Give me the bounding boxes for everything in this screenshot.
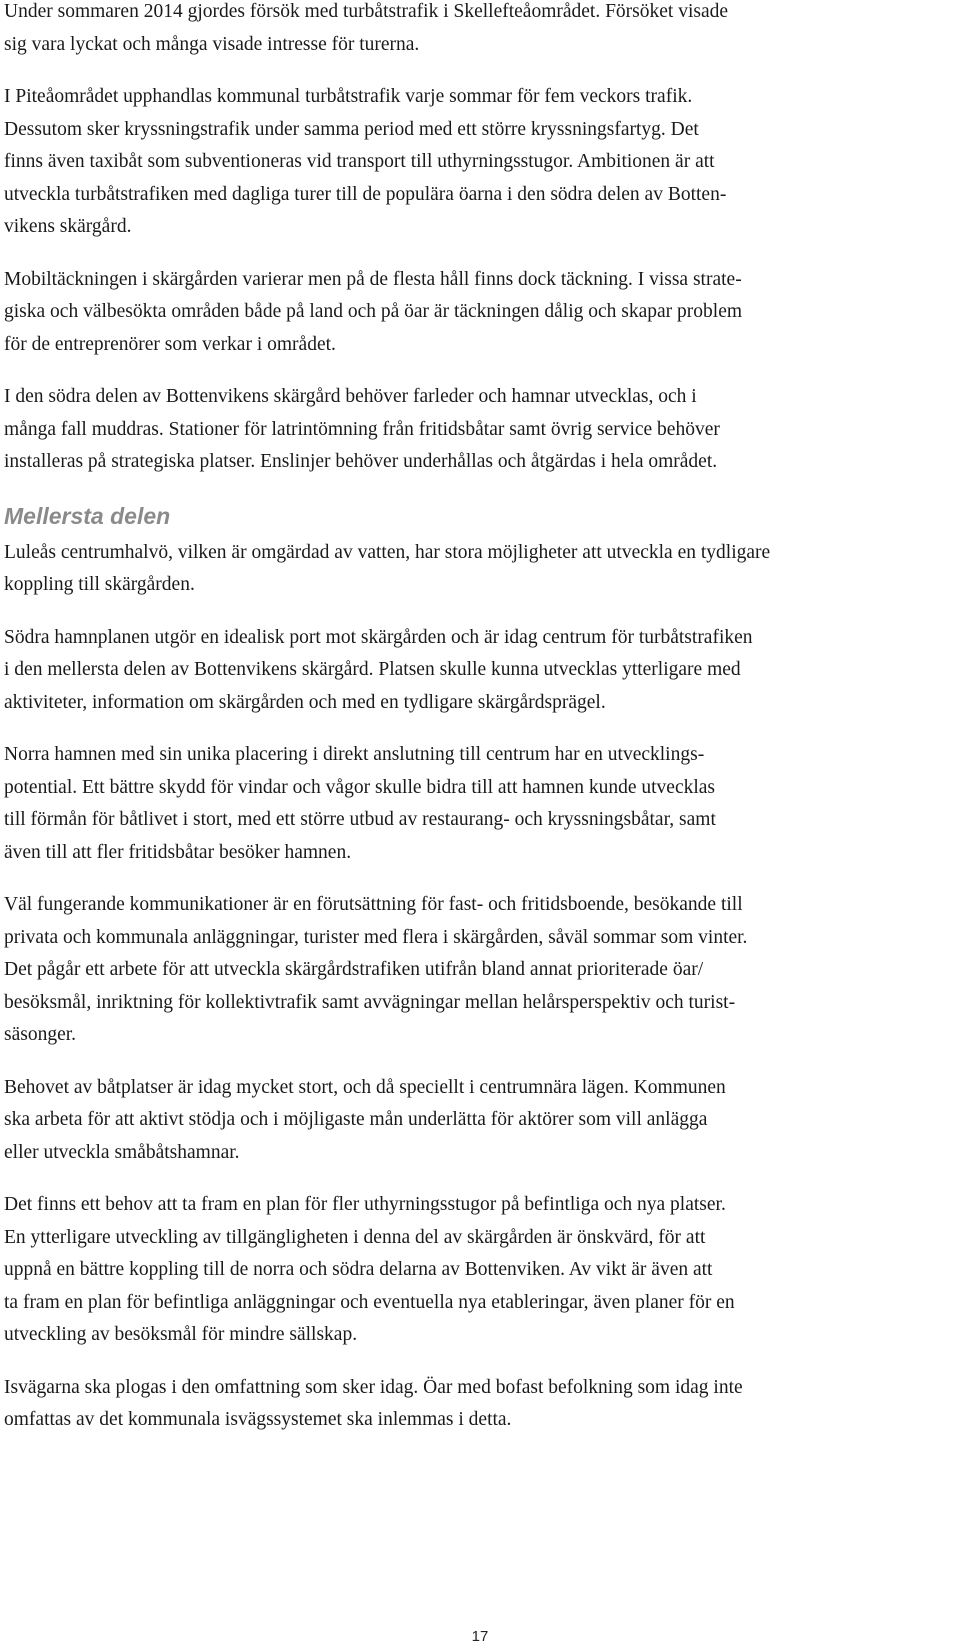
paragraph-norra-hamnen: Norra hamnen med sin unika placering i direkt anslutning till centrum har en utvecklings- potential. Ett bättre skydd för vindar och vågor skulle bidra till att hamnen kunde utvecklas till förmån för båtlivet i stort, med ett större utbud av restaurang- och kryssningsbåtar, samt även till att fler fritidsbåtar besöker hamnen. (4, 744, 716, 863)
paragraph-batplatser: Behovet av båtplatser är idag mycket stort, och då speciellt i centrumnära lägen. Kommunen ska arbeta för att aktivt stödja och i möjligaste mån underlätta för aktörer som vill anlägga eller utveckla småbåtshamnar. (4, 1076, 726, 1163)
page-number: 17 (471, 1628, 489, 1645)
paragraph-gap (4, 869, 960, 889)
paragraph-gap (4, 1352, 960, 1372)
paragraph-gap (4, 602, 960, 622)
paragraph-farleder-hamnar: I den södra delen av Bottenvikens skärgård behöver farleder och hamnar utvecklas, och i många fall muddras. Stationer för latrintömning från fritidsbåtar samt övrig service behöver installeras på strategiska platser. Enslinjer behöver underhållas och åtgärdas i hela området. (4, 386, 720, 472)
paragraph-gap (4, 1052, 960, 1072)
paragraph-gap (4, 719, 960, 739)
page-content (4, 0, 960, 1437)
paragraph-turbatstrafik-skelleftea: Under sommaren 2014 gjordes försök med turbåtstrafik i Skellefteåområdet. Försöket visade sig vara lyckat och många visade intresse för turerna. (4, 1, 729, 55)
paragraph-gap (4, 1169, 960, 1189)
paragraph-luleas-centrumhalvo: Luleås centrumhalvö, vilken är omgärdad av vatten, har stora möjligheter att utveckla en tydligare koppling till skärgården. (4, 541, 771, 595)
paragraph-mobiltackning: Mobiltäckningen i skärgården varierar men på de flesta håll finns dock täckning. I vissa strate- giska och välbesökta områden både på land och på öar är täckningen dålig och skapar problem för de entreprenörer som verkar i området. (4, 268, 743, 355)
paragraph-gap (4, 244, 960, 264)
paragraph-gap (4, 61, 960, 81)
paragraph-piteaomradet: I Piteåområdet upphandlas kommunal turbåtstrafik varje sommar för fem veckors trafik. Dessutom sker kryssningstrafik under samma period med ett större kryssningsfartyg. Det finns även taxibåt som subventioneras vid transport till uthyrningsstugor. Ambitionen är att utveckla turbåtstrafiken med dagliga turer till de populära öarna i den södra delen av Botten- vikens skärgård. (4, 86, 727, 237)
paragraph-uthyrningsstugor: Det finns ett behov att ta fram en plan för fler uthyrningsstugor på befintliga och nya platser. En ytterligare utveckling av tillgängligheten i denna del av skärgården är önskvärd, för att uppnå en bättre koppling till de norra och södra delarna av Bottenviken. Av vikt är även att ta fram en plan för befintliga anläggningar och eventuella nya etableringar, även planer för en utveckling av besöksmål för mindre sällskap. (4, 1194, 735, 1345)
paragraph-gap (4, 361, 960, 381)
paragraph-sodra-hamnplanen: Södra hamnplanen utgör en idealisk port mot skärgården och är idag centrum för turbåtstrafiken i den mellersta delen av Bottenvikens skärgård. Platsen skulle kunna utvecklas ytterligare med aktiviteter, information om skärgården och med en tydligare skärgårdsprägel. (4, 626, 753, 713)
paragraph-kommunikationer: Väl fungerande kommunikationer är en förutsättning för fast- och fritidsboende, besökande till privata och kommunala anläggningar, turister med flera i skärgården, såväl sommar som vinter. Det pågår ett arbete för att utveckla skärgårdstrafiken utifrån bland annat prioriterade öar/ besöksmål, inriktning för kollektivtrafik samt avvägningar mellan helårsperspektiv och turist- säsonger. (4, 894, 748, 1045)
paragraph-isvagarna: Isvägarna ska plogas i den omfattning som sker idag. Öar med bofast befolkning som idag inte omfattas av det kommunala isvägssystemet ska inlemmas i detta. (4, 1376, 743, 1430)
paragraph-gap (4, 479, 960, 501)
section-heading: Mellersta delen (4, 502, 171, 529)
